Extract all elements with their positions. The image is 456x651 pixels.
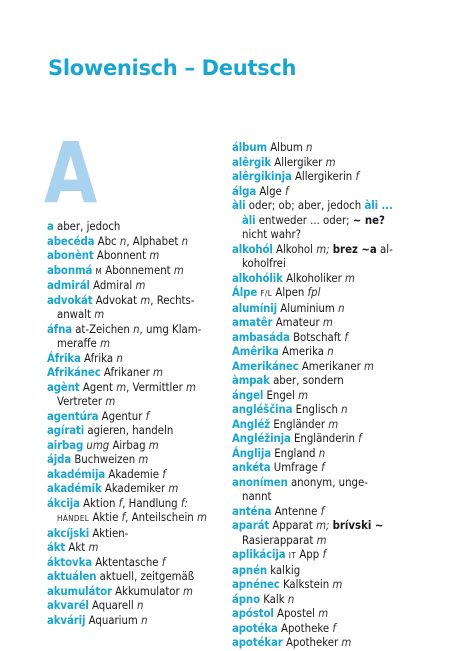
headword: Ánglija bbox=[232, 446, 271, 460]
dictionary-entry bbox=[232, 156, 410, 171]
translation: Advokat bbox=[95, 293, 138, 307]
dictionary-entry bbox=[47, 249, 225, 264]
gender-label: m bbox=[153, 366, 163, 379]
translation: Afrika bbox=[84, 351, 114, 365]
translation: Buchweizen bbox=[74, 453, 136, 466]
gender-label: f bbox=[121, 511, 126, 524]
headword: amatêr bbox=[232, 316, 273, 329]
headword: Áfrika bbox=[47, 351, 81, 365]
dictionary-entry bbox=[47, 482, 225, 497]
dictionary-entry bbox=[232, 432, 410, 447]
dictionary-entry bbox=[232, 578, 410, 593]
gender-label: m bbox=[341, 636, 352, 649]
translation: Vertreter bbox=[57, 395, 103, 408]
gender-label: m bbox=[149, 249, 160, 262]
dictionary-entry bbox=[47, 570, 225, 585]
gender-label: m bbox=[318, 607, 329, 620]
dictionary-entry bbox=[47, 294, 225, 323]
dictionary-entry bbox=[47, 424, 225, 439]
dictionary-entry bbox=[232, 374, 410, 389]
headword: apnénec bbox=[232, 578, 280, 591]
headword: agírati bbox=[47, 424, 85, 437]
translation: Agent bbox=[82, 380, 113, 394]
headword: àmpak bbox=[232, 374, 270, 387]
phrase: brívski ~ bbox=[332, 519, 384, 532]
translation: Apparat bbox=[272, 519, 313, 532]
dictionary-entry bbox=[47, 279, 225, 294]
gender-label: n bbox=[136, 599, 144, 612]
dictionary-entry bbox=[232, 185, 410, 200]
translation: Agentur bbox=[101, 409, 143, 423]
translation: Amateur bbox=[275, 316, 320, 329]
translation: Engländer bbox=[273, 417, 326, 431]
dictionary-entry bbox=[232, 316, 410, 331]
gender-label: m bbox=[364, 359, 374, 373]
dictionary-entry bbox=[232, 141, 410, 156]
gender-label: m bbox=[298, 388, 309, 402]
gender-label: n bbox=[133, 322, 140, 336]
headword: apóstol bbox=[232, 607, 274, 620]
gender-label: m bbox=[148, 438, 159, 452]
usage-label: umg bbox=[86, 438, 110, 452]
gender-label: n bbox=[287, 592, 295, 606]
entry-continuation bbox=[47, 511, 225, 527]
translation: nannt bbox=[242, 490, 272, 503]
entry-continuation bbox=[232, 534, 410, 549]
gender-label: m bbox=[173, 263, 184, 277]
translation: Apostel bbox=[277, 607, 316, 620]
dictionary-entry bbox=[232, 345, 410, 360]
translation: Aktie bbox=[92, 511, 119, 524]
gender-label: f bbox=[145, 409, 150, 423]
dictionary-entry bbox=[47, 599, 225, 614]
dictionary-entry bbox=[232, 331, 410, 346]
gender-label: f bbox=[285, 184, 289, 198]
translation: Alkohol bbox=[276, 242, 313, 256]
translation: , Alphabet bbox=[126, 234, 179, 248]
dictionary-entry bbox=[232, 243, 410, 272]
headword: angléščina bbox=[232, 403, 293, 416]
dictionary-entry bbox=[47, 235, 225, 250]
dictionary-entry bbox=[47, 220, 225, 235]
headword: alêrgikinja bbox=[232, 170, 292, 183]
dictionary-entry bbox=[232, 360, 410, 375]
dictionary-entry bbox=[232, 505, 410, 520]
domain-label: M bbox=[95, 266, 103, 276]
translation: Akademiker bbox=[104, 482, 166, 495]
translation: Admiral bbox=[93, 279, 133, 292]
dictionary-entry bbox=[232, 607, 410, 622]
gender-label: n bbox=[119, 234, 127, 248]
dictionary-entry bbox=[47, 541, 225, 556]
headword: advokát bbox=[47, 293, 93, 307]
translation: Allergiker bbox=[274, 155, 323, 169]
gender-label: f bbox=[344, 330, 348, 344]
dictionary-entry bbox=[232, 403, 410, 418]
headword: Angléž bbox=[232, 417, 271, 431]
translation: Alkoholiker bbox=[286, 271, 342, 285]
translation: aber, jedoch bbox=[57, 220, 121, 233]
translation: nicht wahr? bbox=[242, 228, 302, 241]
translation: Aktentasche bbox=[95, 555, 159, 569]
translation: , umg Klam- bbox=[139, 322, 202, 336]
headword: ángel bbox=[232, 388, 264, 402]
translation: Abc bbox=[97, 234, 117, 248]
headword: ákcija bbox=[47, 496, 80, 510]
entry-continuation bbox=[232, 228, 410, 243]
gender-label: m bbox=[332, 578, 343, 591]
headword: aktuálen bbox=[47, 570, 97, 583]
translation: Alpen bbox=[275, 286, 305, 299]
dictionary-entry bbox=[232, 564, 410, 579]
gender-label: f bbox=[162, 467, 166, 481]
gender-label: m bbox=[105, 395, 116, 408]
entry-continuation bbox=[47, 337, 225, 352]
entry-continuation bbox=[47, 308, 225, 323]
gender-label: n bbox=[141, 613, 148, 627]
gender-label: n bbox=[181, 234, 189, 248]
gender-label: n bbox=[306, 141, 313, 154]
dictionary-entry bbox=[47, 264, 225, 280]
gender-label: m bbox=[138, 453, 149, 466]
headword: abecéda bbox=[47, 234, 95, 248]
translation: koholfrei bbox=[242, 257, 286, 270]
headword: Amerikánec bbox=[232, 359, 299, 373]
translation: Apotheker bbox=[285, 636, 339, 649]
dictionary-entry bbox=[47, 585, 225, 600]
translation: aber, sondern bbox=[273, 374, 344, 387]
translation: oder; ob; aber, jedoch bbox=[248, 199, 362, 212]
headword: akvárij bbox=[47, 613, 86, 627]
headword: ájda bbox=[47, 453, 72, 466]
dictionary-entry bbox=[47, 527, 225, 542]
gender-label: m bbox=[182, 584, 193, 598]
gender-label: m bbox=[135, 279, 146, 292]
gender-label: f bbox=[320, 504, 325, 518]
headword: àli ... bbox=[364, 199, 393, 212]
domain-label: F/L bbox=[260, 289, 273, 298]
translation: Apotheke bbox=[281, 621, 330, 635]
dictionary-entry bbox=[232, 199, 410, 243]
gender-label: m bbox=[168, 482, 179, 495]
gender-label: m bbox=[345, 271, 355, 285]
translation: meraffe bbox=[57, 337, 97, 350]
translation: entweder ... oder; bbox=[258, 213, 350, 227]
gender-label: n bbox=[116, 351, 123, 365]
translation: , Vermittler bbox=[126, 380, 183, 394]
section-letter: A bbox=[44, 124, 98, 222]
dictionary-entry bbox=[47, 410, 225, 425]
headword: ambasáda bbox=[232, 330, 290, 344]
translation: App bbox=[299, 548, 320, 561]
translation: Aquarium bbox=[88, 613, 138, 627]
gender-label: m bbox=[100, 337, 110, 350]
translation: Abonnement bbox=[105, 263, 171, 277]
gender-label: n bbox=[318, 446, 326, 460]
translation: Kalkstein bbox=[282, 578, 330, 591]
headword: alêrgik bbox=[232, 155, 272, 169]
translation: Akkumulator bbox=[115, 584, 180, 598]
translation: Airbag bbox=[112, 438, 146, 452]
translation: England bbox=[274, 446, 316, 460]
headword: Angléžinja bbox=[232, 432, 291, 445]
phrase: brez ~a bbox=[332, 242, 377, 256]
dictionary-entry bbox=[47, 614, 225, 629]
gender-label: fpl bbox=[307, 286, 321, 299]
sub-entry bbox=[232, 214, 410, 229]
headword: apotéka bbox=[232, 621, 278, 635]
domain-label: HANDEL bbox=[57, 514, 90, 523]
right-column bbox=[232, 141, 410, 651]
dictionary-entry bbox=[47, 366, 225, 381]
dictionary-entry bbox=[47, 352, 225, 367]
headword: akadémija bbox=[47, 467, 106, 481]
translation: Englisch bbox=[295, 403, 338, 416]
page-title: Slowenisch – Deutsch bbox=[48, 56, 297, 80]
translation: Antenne bbox=[274, 504, 318, 518]
dictionary-entry bbox=[232, 548, 410, 564]
translation: , Handlung bbox=[122, 496, 178, 510]
gender-label: n bbox=[327, 345, 334, 358]
gender-label: f bbox=[322, 548, 327, 561]
translation: anwalt bbox=[57, 308, 92, 321]
gender-label: f bbox=[355, 170, 360, 183]
headword: alkohól bbox=[232, 242, 273, 256]
translation: al- bbox=[380, 242, 393, 256]
headword: agentúra bbox=[47, 409, 99, 423]
entry-continuation bbox=[232, 257, 410, 272]
gender-label: m bbox=[316, 533, 327, 547]
dictionary-entry bbox=[47, 468, 225, 483]
translation: Amerika bbox=[282, 345, 325, 358]
headword: alkohólik bbox=[232, 271, 283, 285]
translation: , Anteilschein bbox=[125, 511, 194, 524]
translation: Aluminium bbox=[280, 301, 335, 315]
dictionary-entry bbox=[232, 636, 410, 651]
dictionary-entry bbox=[47, 497, 225, 527]
headword: alumínij bbox=[232, 301, 278, 315]
dictionary-entry bbox=[232, 461, 410, 476]
dictionary-entry bbox=[232, 272, 410, 287]
headword: a bbox=[47, 220, 54, 233]
translation: Rasierapparat bbox=[242, 533, 314, 547]
headword: Afrikánec bbox=[47, 366, 101, 379]
entry-continuation bbox=[47, 395, 225, 410]
dictionary-entry bbox=[232, 302, 410, 317]
translation: aktuell, zeitgemäß bbox=[99, 570, 195, 583]
headword: airbag bbox=[47, 438, 84, 452]
headword: akumulátor bbox=[47, 584, 112, 598]
translation: Abonnent bbox=[96, 249, 147, 262]
gender-label: m bbox=[328, 417, 339, 431]
headword: abonènt bbox=[47, 249, 94, 262]
dictionary-entry bbox=[47, 381, 225, 410]
headword: akvarél bbox=[47, 599, 89, 612]
headword: Álpe bbox=[232, 286, 258, 299]
gender-label: f bbox=[332, 621, 336, 635]
gender-label: m bbox=[88, 541, 99, 554]
dictionary-entry bbox=[47, 453, 225, 468]
dictionary-entry bbox=[232, 418, 410, 433]
gender-label: m bbox=[322, 316, 333, 329]
headword: admirál bbox=[47, 279, 90, 292]
domain-label: IT bbox=[288, 551, 297, 560]
translation: Akt bbox=[68, 541, 86, 554]
translation: Kalk bbox=[263, 592, 285, 606]
headword: áfna bbox=[47, 322, 72, 336]
translation: at-Zeichen bbox=[75, 322, 130, 336]
headword: anonímen bbox=[232, 475, 288, 489]
gender-label: m; bbox=[316, 242, 330, 256]
gender-label: m bbox=[116, 380, 127, 394]
phrase: ~ ne? bbox=[352, 213, 385, 227]
headword: àli bbox=[232, 199, 246, 212]
headword: anténa bbox=[232, 504, 272, 518]
dictionary-entry bbox=[232, 389, 410, 404]
translation: Amerikaner bbox=[301, 359, 361, 373]
dictionary-entry bbox=[47, 323, 225, 352]
translation: Aktion bbox=[83, 496, 116, 510]
entry-continuation bbox=[232, 490, 410, 505]
translation: Umfrage bbox=[273, 461, 318, 474]
headword: apnén bbox=[232, 563, 268, 577]
translation: kalkig bbox=[270, 563, 301, 577]
headword: aparát bbox=[232, 519, 270, 532]
headword: Amêrika bbox=[232, 345, 279, 358]
headword: abonmá bbox=[47, 263, 93, 277]
gender-label: m bbox=[186, 380, 196, 394]
translation: anonym, unge- bbox=[290, 475, 368, 489]
dictionary-entry bbox=[232, 593, 410, 608]
gender-label: f bbox=[321, 461, 325, 474]
translation: Afrikaner bbox=[103, 366, 150, 379]
translation: agieren, handeln bbox=[87, 424, 174, 437]
dictionary-entry bbox=[232, 170, 410, 185]
gender-label: f bbox=[118, 496, 123, 510]
headword: ankéta bbox=[232, 461, 271, 474]
gender-label: m bbox=[94, 308, 105, 321]
gender-label: f: bbox=[180, 496, 188, 510]
headword: agènt bbox=[47, 380, 80, 394]
gender-label: m bbox=[325, 155, 336, 169]
headword: ápno bbox=[232, 592, 260, 606]
gender-label: f bbox=[358, 432, 362, 445]
headword: álbum bbox=[232, 141, 267, 154]
gender-label: n bbox=[338, 301, 345, 315]
dictionary-entry bbox=[232, 286, 410, 302]
translation: Engel bbox=[266, 388, 295, 402]
translation: Allergikerin bbox=[294, 170, 353, 183]
headword: aplikácija bbox=[232, 548, 286, 561]
gender-label: m bbox=[140, 293, 151, 307]
dictionary-entry bbox=[232, 447, 410, 462]
gender-label: n bbox=[341, 403, 348, 416]
dictionary-entry bbox=[232, 476, 410, 505]
dictionary-entry bbox=[47, 556, 225, 571]
dictionary-entry bbox=[47, 439, 225, 454]
gender-label: f bbox=[161, 555, 166, 569]
headword: áktovka bbox=[47, 555, 92, 569]
translation: Aquarell bbox=[92, 599, 134, 612]
dictionary-entry bbox=[232, 622, 410, 637]
headword: àli bbox=[242, 213, 256, 227]
headword: akadémik bbox=[47, 482, 102, 495]
translation: , Rechts- bbox=[150, 293, 195, 307]
headword: ákt bbox=[47, 541, 66, 554]
headword: álga bbox=[232, 184, 257, 198]
translation: Akademie bbox=[108, 467, 159, 481]
gender-label: m; bbox=[316, 519, 330, 532]
translation: Alge bbox=[259, 184, 282, 198]
gender-label: m bbox=[197, 511, 207, 524]
translation: Album bbox=[270, 141, 303, 154]
headword: apotékar bbox=[232, 636, 283, 649]
left-column bbox=[47, 220, 225, 628]
dictionary-entry bbox=[232, 519, 410, 548]
translation: Aktien- bbox=[92, 526, 129, 540]
headword: akcíjski bbox=[47, 526, 90, 540]
translation: Engländerin bbox=[293, 432, 355, 445]
translation: Botschaft bbox=[293, 330, 342, 344]
